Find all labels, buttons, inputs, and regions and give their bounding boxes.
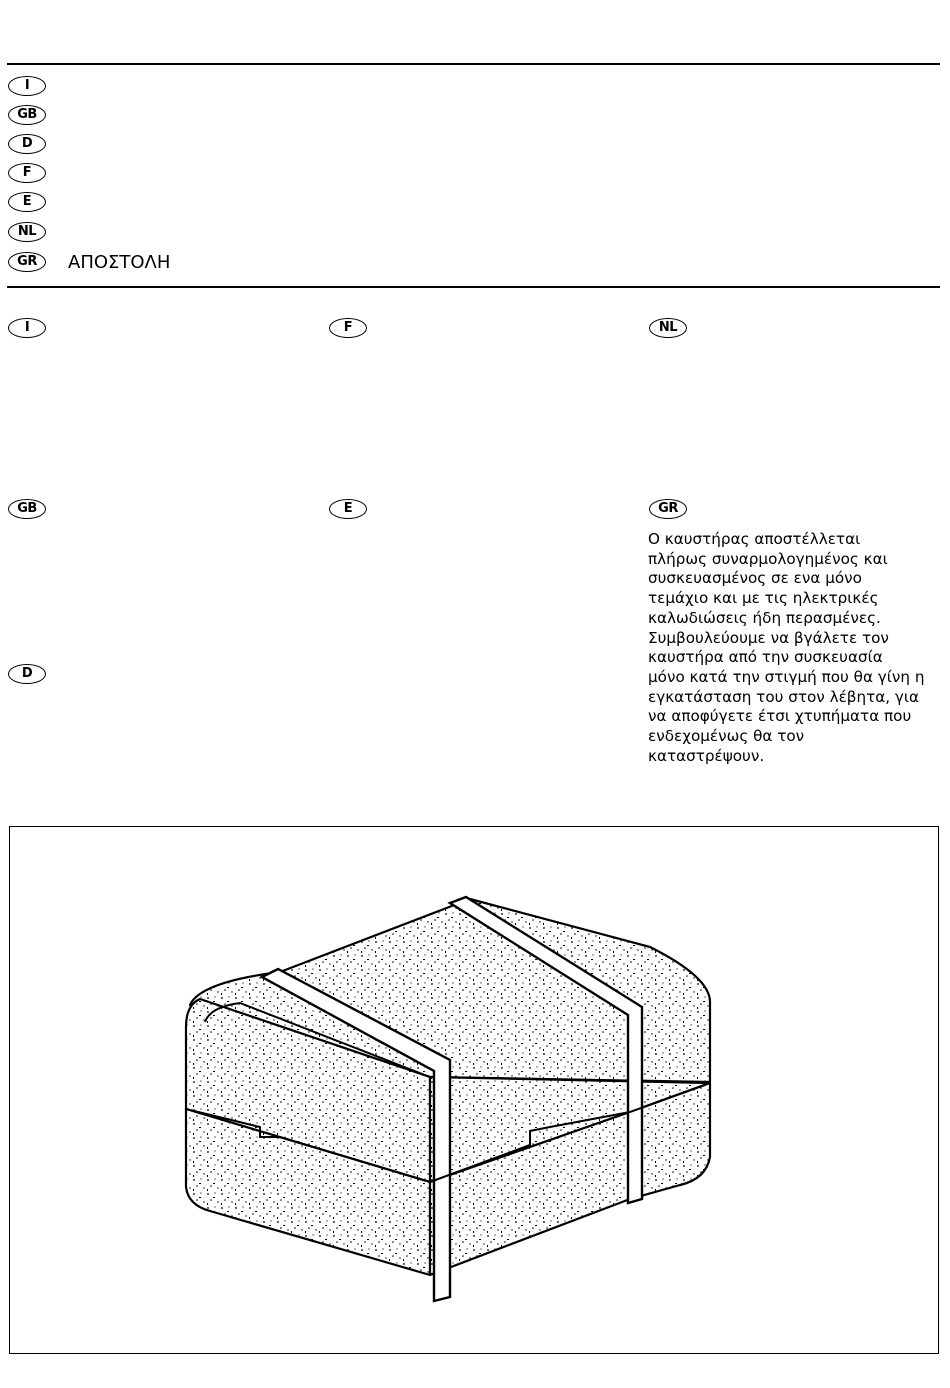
lang-badge-e: E xyxy=(8,192,46,212)
col-badge-i: I xyxy=(8,318,46,338)
col-badge-d: D xyxy=(8,664,46,684)
gr-section-title: ΑΠΟΣΤΟΛΗ xyxy=(68,252,171,273)
lang-badge-i: I xyxy=(8,76,46,96)
lang-badge-gr: GR xyxy=(8,252,46,272)
lang-badge-gb: GB xyxy=(8,105,46,125)
col-badge-gr: GR xyxy=(649,499,687,519)
packaged-burner-illustration xyxy=(10,827,940,1355)
middle-rule xyxy=(7,286,940,288)
lang-badge-f: F xyxy=(8,163,46,183)
col-badge-gb: GB xyxy=(8,499,46,519)
lang-badge-nl: NL xyxy=(8,222,46,242)
top-rule xyxy=(7,63,940,65)
lang-badge-d: D xyxy=(8,134,46,154)
gr-body-text: Ο καυστήρας αποστέλλεται πλήρως συναρμολογημένος και συσκευασμένος σε ενα μόνο τεμάχιο και με τις ηλεκτρικές καλωδιώσεις ήδη περασμένες. Συμβουλεύουμε να βγάλετε τον καυστήρα από την συσκευασία μόνο κατά την στιγμή που θα γίνη η εγκατάσταση του στον λέβητα, για να αποφύγετε έτσι χτυπήματα που ενδεχομένως θα τον καταστρέψουν. xyxy=(648,530,925,765)
col-badge-f: F xyxy=(329,318,367,338)
figure-frame xyxy=(9,826,939,1354)
col-badge-nl: NL xyxy=(649,318,687,338)
col-badge-e: E xyxy=(329,499,367,519)
